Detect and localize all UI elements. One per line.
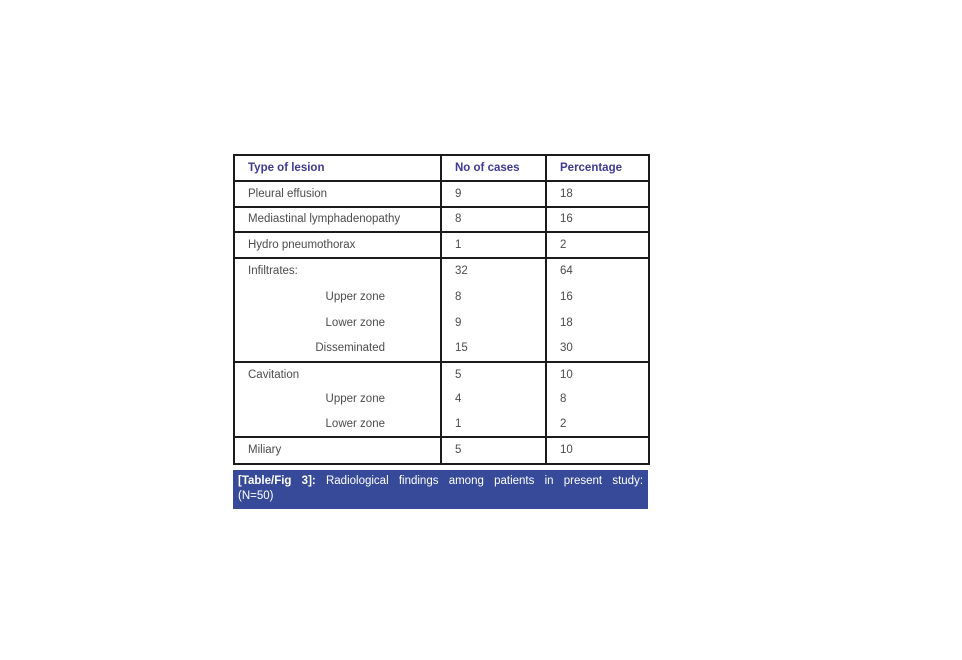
cases-value: 8 xyxy=(441,284,546,310)
cases-value: 5 xyxy=(441,362,546,387)
lesion-sublabel: Lower zone xyxy=(325,417,385,430)
cases-value: 15 xyxy=(441,336,546,362)
table-row xyxy=(234,232,649,258)
caption-text: Radiological findings among patients in present study: (N=50) xyxy=(238,475,644,502)
cases-value: 8 xyxy=(441,207,546,232)
table-figure xyxy=(233,154,648,509)
percentage-value: 16 xyxy=(546,207,649,232)
percentage-value: 18 xyxy=(546,181,649,207)
percentage-value: 16 xyxy=(546,284,649,310)
cases-value: 4 xyxy=(441,387,546,412)
table-row-sub xyxy=(234,412,649,437)
column-header-no-of-cases: No of cases xyxy=(441,155,546,181)
cases-value: 9 xyxy=(441,310,546,336)
lesion-label: Cavitation xyxy=(234,362,441,387)
percentage-value: 64 xyxy=(546,258,649,284)
lesion-sublabel: Upper zone xyxy=(325,290,385,303)
percentage-value: 10 xyxy=(546,362,649,387)
cases-value: 1 xyxy=(441,412,546,437)
percentage-value: 10 xyxy=(546,437,649,464)
percentage-value: 8 xyxy=(546,387,649,412)
table-row xyxy=(234,362,649,387)
percentage-value: 30 xyxy=(546,336,649,362)
lesion-sublabel: Upper zone xyxy=(325,393,385,405)
cases-value: 1 xyxy=(441,232,546,258)
percentage-value: 18 xyxy=(546,310,649,336)
cases-value: 5 xyxy=(441,437,546,464)
table-row-sub xyxy=(234,336,649,362)
column-header-percentage: Percentage xyxy=(546,155,649,181)
table-row xyxy=(234,437,649,464)
lesion-sublabel: Lower zone xyxy=(325,316,385,329)
table-row-sub xyxy=(234,387,649,412)
lesion-label: Hydro pneumothorax xyxy=(234,232,441,258)
table-row xyxy=(234,207,649,232)
radiological-findings-table xyxy=(233,154,650,465)
table-header-row xyxy=(234,155,649,181)
cases-value: 32 xyxy=(441,258,546,284)
percentage-value: 2 xyxy=(546,232,649,258)
lesion-sublabel: Disseminated xyxy=(315,342,385,354)
column-header-type-of-lesion: Type of lesion xyxy=(234,155,441,181)
cases-value: 9 xyxy=(441,181,546,207)
caption-label: [Table/Fig 3]: xyxy=(238,475,316,487)
lesion-label: Infiltrates: xyxy=(234,258,441,284)
lesion-label: Mediastinal lymphadenopathy xyxy=(234,207,441,232)
lesion-label: Miliary xyxy=(234,437,441,464)
lesion-label: Pleural effusion xyxy=(248,187,328,200)
table-row-sub xyxy=(234,310,649,336)
table-row-sub xyxy=(234,284,649,310)
percentage-value: 2 xyxy=(546,412,649,437)
table-caption xyxy=(233,470,648,509)
table-row xyxy=(234,258,649,284)
table-row xyxy=(234,181,649,207)
